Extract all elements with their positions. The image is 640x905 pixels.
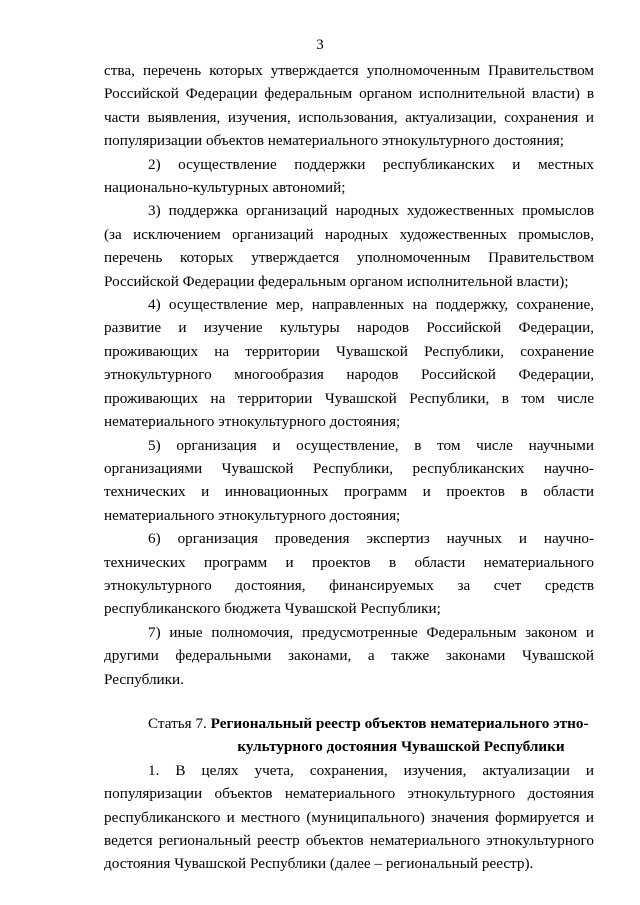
article-title-line2: культурного достояния Чувашской Республики: [237, 738, 565, 756]
article-heading: [104, 712, 594, 759]
paragraph-item-7: 7) иные полномочия, предусмотренные Федеральным законом и другими федеральными законами, а также законами Чувашской Республики.: [104, 623, 594, 688]
document-body: [104, 59, 594, 876]
paragraph-continuation: ства, перечень которых утверждается уполномоченным Правительством Российской Федерации федеральным органом исполнительной власти) в части выявления, изучения, использования, актуализации, сохранения и популяризации объектов нематериального этнокультурного достояния;: [104, 62, 594, 150]
page-number: 3: [316, 37, 324, 53]
article-paragraph-1: 1. В целях учета, сохранения, изучения, актуализации и популяризации объектов нематериального этнокультурного достояния республиканского и местного (муниципального) значения формируется и ведется региональный реестр объектов нематериального этнокультурного достояния Чувашской Республики (далее – региональный реестр).: [104, 761, 594, 873]
paragraph-item-6: 6) организация проведения экспертиз научных и научно-технических программ и проектов в области нематериального этнокультурного достояния, финансируемых за счет средств республиканского бюджета Чувашской Республики;: [104, 530, 594, 618]
article-label: Статья 7.: [148, 714, 207, 732]
paragraph-item-4: 4) осуществление мер, направленных на поддержку, сохранение, развитие и изучение культуры народов Российской Федерации, проживающих на территории Чувашской Республики, сохранение этнокультурного многообразия народов Российской Федерации, проживающих на территории Чувашской Республики, в том числе нематериального этнокультурного достояния;: [104, 296, 594, 431]
article-title-line1: Региональный реестр объектов нематериального этно-: [210, 714, 589, 732]
paragraph-item-3: 3) поддержка организаций народных художественных промыслов (за исключением организаций народных художественных промыслов, перечень которых утверждается уполномоченным Правительством Российской Федерации федеральным органом исполнительной власти);: [104, 202, 594, 290]
paragraph-item-2: 2) осуществление поддержки республиканских и местных национально-культурных автономий;: [104, 155, 594, 197]
paragraph-item-5: 5) организация и осуществление, в том числе научными организациями Чувашской Республики, республиканских научно-технических и инновационных программ и проектов в области нематериального этнокультурного достояния;: [104, 436, 594, 524]
